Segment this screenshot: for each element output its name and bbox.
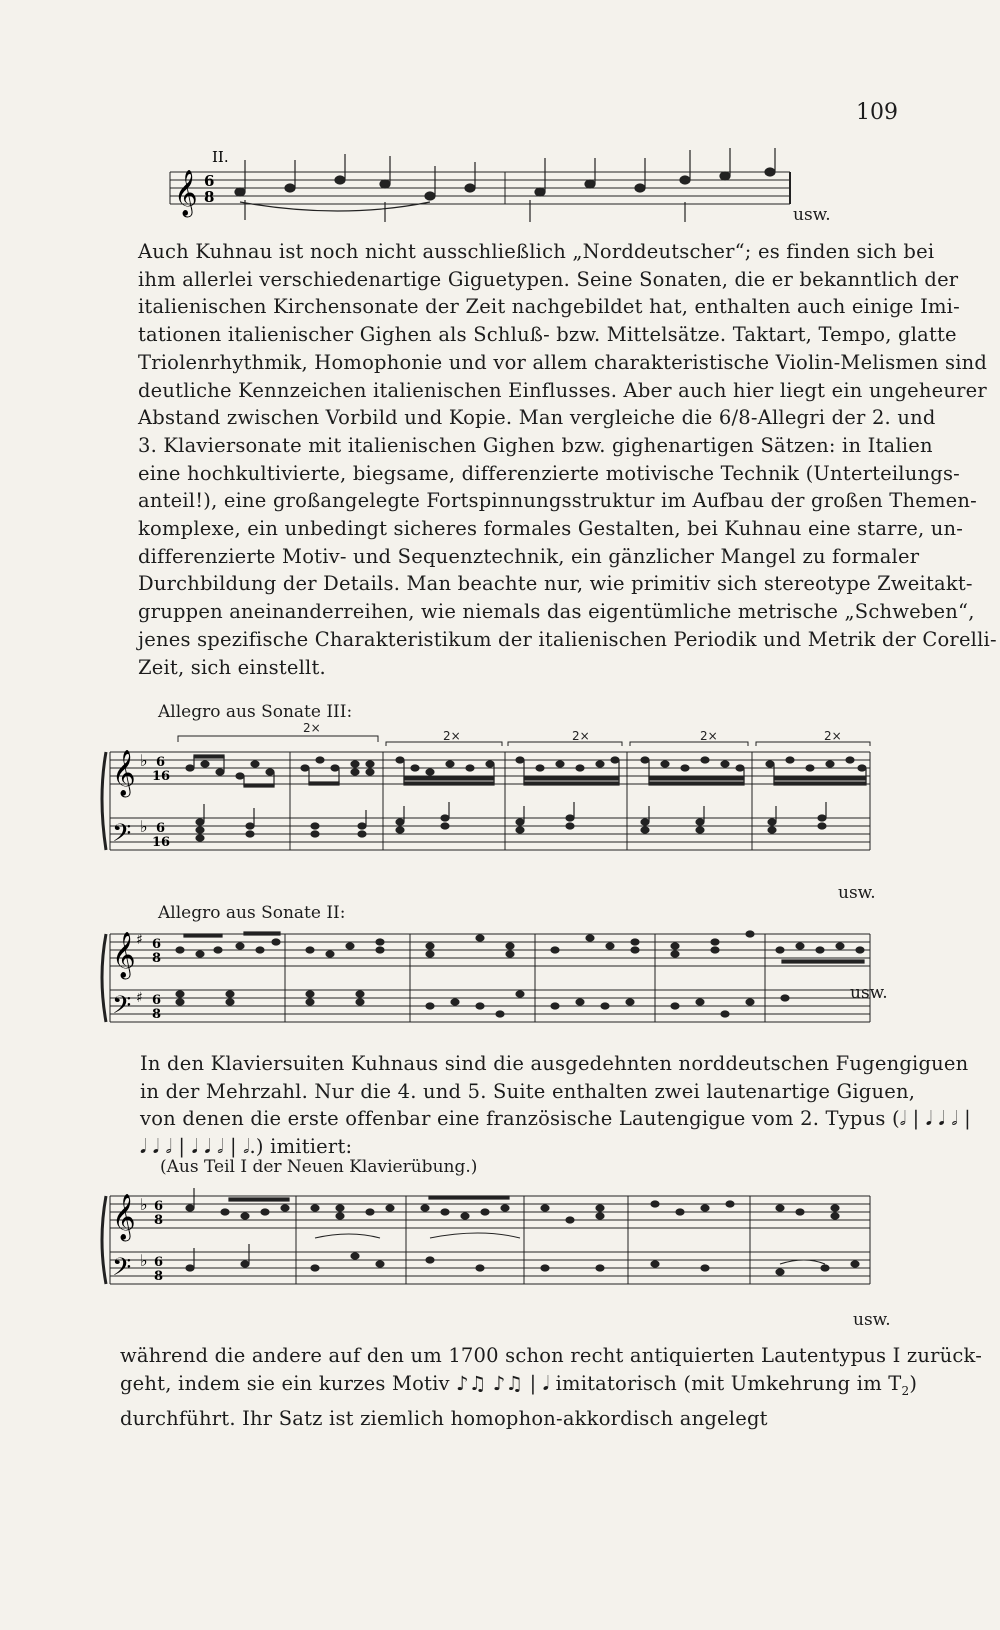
time-sig-top: 6 xyxy=(154,1255,164,1270)
time-sig-bottom: 8 xyxy=(152,951,162,966)
text-line: komplexe, ein unbedingt sicheres formales Gestalten, bei Kuhnau eine starre, un- xyxy=(138,517,964,541)
time-sig-bottom: 8 xyxy=(154,1269,164,1284)
text-fragment: ) xyxy=(909,1371,918,1395)
treble-clef: 𝄞 xyxy=(112,932,136,978)
flat-sign: ♭ xyxy=(140,1195,148,1214)
repeat-mark: 2× xyxy=(824,729,842,743)
subscript: 2 xyxy=(901,1383,910,1398)
repeat-mark: 2× xyxy=(443,729,461,743)
text-line xyxy=(140,1105,971,1133)
text-line: ihm allerlei verschiedenartige Giguetypen. Seine Sonaten, die er bekanntlich der xyxy=(138,267,959,291)
text-line: anteil!), eine großangelegte Fortspinnungsstruktur im Aufbau der großen Themen- xyxy=(138,489,977,513)
sharp-sign: ♯ xyxy=(136,990,143,1006)
flat-sign: ♭ xyxy=(140,817,148,836)
text-line: gruppen aneinanderreihen, wie niemals das eigentümliche metrische „Schweben“, xyxy=(138,600,975,624)
bass-clef: 𝄢 xyxy=(112,1253,132,1288)
example-3-caption: Allegro aus Sonate II: xyxy=(158,903,346,923)
text-line: Zeit, sich einstellt. xyxy=(138,655,326,679)
text-fragment: imitiert: xyxy=(270,1135,353,1159)
page-number: 109 xyxy=(856,100,898,125)
time-sig-bottom: 8 xyxy=(204,188,215,206)
repeat-mark: 2× xyxy=(572,729,590,743)
text-line: in der Mehrzahl. Nur die 4. und 5. Suite enthalten zwei lautenartige Giguen, xyxy=(140,1079,916,1103)
repeat-mark: 2× xyxy=(303,721,321,735)
treble-clef: 𝄞 xyxy=(112,1194,136,1240)
example-label: II. xyxy=(212,148,229,166)
time-sig-top: 6 xyxy=(152,937,162,952)
text-line: Triolenrhythmik, Homophonie und vor allem charakteristische Violin-Melismen sind xyxy=(138,350,988,374)
usw-label-3: usw. xyxy=(850,983,888,1003)
music-example-4 xyxy=(100,1178,910,1298)
text-line: tationen italienischer Gighen als Schluß- bzw. Mittelsätze. Taktart, Tempo, glatte xyxy=(138,323,957,347)
text-fragment: von denen die erste offenbar eine französische Lautengigue vom 2. Typus ( xyxy=(140,1107,900,1131)
text-line: Abstand zwischen Vorbild und Kopie. Man vergleiche die 6/8-Allegri der 2. und xyxy=(138,406,936,430)
bass-notes xyxy=(176,991,789,1017)
time-sig-top: 6 xyxy=(152,993,162,1008)
time-sig-top: 6 xyxy=(156,821,166,836)
time-sig-top: 6 xyxy=(154,1199,164,1214)
text-fragment: imitatorisch (mit Umkehrung im T xyxy=(555,1371,902,1395)
paragraph-1 xyxy=(138,238,997,681)
staff-example-1 xyxy=(160,140,840,230)
text-line: 3. Klaviersonate mit italienischen Gighen bzw. gighenartigen Sätzen: in Italien xyxy=(138,433,933,457)
time-sig-top: 6 xyxy=(156,755,166,770)
music-example-2 xyxy=(100,722,910,882)
text-line: jenes spezifische Charakteristikum der italienischen Periodik und Metrik der Corelli- xyxy=(138,627,997,651)
usw-label-2: usw. xyxy=(838,883,876,903)
time-sig-top: 6 xyxy=(204,172,215,190)
paragraph-2 xyxy=(140,1050,971,1161)
grand-staff-example-2 xyxy=(100,722,910,882)
text-line: durchführt. Ihr Satz ist ziemlich homophon-akkordisch angelegt xyxy=(120,1407,768,1431)
text-line: Durchbildung der Details. Man beachte nur, wie primitiv sich stereotype Zweitakt- xyxy=(138,572,973,596)
treble-clef: 𝄞 xyxy=(112,750,136,796)
bass-clef: 𝄢 xyxy=(112,991,132,1026)
bass-clef: 𝄢 xyxy=(112,819,132,854)
usw-label-1: usw. xyxy=(793,205,831,225)
text-line: während die andere auf den um 1700 schon recht antiquierten Lautentypus I zurück- xyxy=(120,1344,983,1367)
rhythm-notation-lute-continued: 𝅘𝅥 𝅘𝅥 𝅗𝅥 | 𝅘𝅥 𝅘𝅥 𝅗𝅥 | 𝅗𝅥.) xyxy=(140,1135,271,1159)
example-2-caption: Allegro aus Sonate III: xyxy=(158,702,353,722)
text-line: deutliche Kennzeichen italienischen Einflusses. Aber auch hier liegt ein ungeheurer xyxy=(138,378,987,402)
sharp-sign: ♯ xyxy=(136,932,143,948)
text-fragment: geht, indem sie ein kurzes Motiv xyxy=(120,1371,450,1395)
time-sig-bottom: 16 xyxy=(152,835,171,850)
rhythm-notation-motif: ♪♫ ♪♫ | 𝅘𝅥 xyxy=(456,1371,556,1395)
time-sig-bottom: 8 xyxy=(152,1007,162,1022)
music-example-1 xyxy=(160,140,840,230)
flat-sign: ♭ xyxy=(140,751,148,770)
treble-clef: 𝄞 xyxy=(174,170,198,216)
text-line: italienischen Kirchensonate der Zeit nachgebildet hat, enthalten auch einige Imi- xyxy=(138,295,960,319)
flat-sign: ♭ xyxy=(140,1251,148,1270)
grand-staff-example-4 xyxy=(100,1178,910,1298)
text-line: eine hochkultivierte, biegsame, differenzierte motivische Technik (Unterteilungs- xyxy=(138,461,960,485)
text-line xyxy=(120,1370,918,1406)
time-sig-bottom: 8 xyxy=(154,1213,164,1228)
text-line: Auch Kuhnau ist noch nicht ausschließlich „Norddeutscher“; es finden sich bei xyxy=(138,240,935,263)
repeat-mark: 2× xyxy=(700,729,718,743)
time-sig-bottom: 16 xyxy=(152,769,171,784)
paragraph-3 xyxy=(120,1342,983,1433)
treble-notes xyxy=(186,1188,839,1223)
rhythm-notation-lute: 𝅗𝅥 | 𝅘𝅥 𝅘𝅥 𝅗𝅥 | xyxy=(899,1107,971,1131)
example-4-caption: (Aus Teil I der Neuen Klavierübung.) xyxy=(160,1157,478,1177)
grand-staff-example-3 xyxy=(100,922,910,1037)
music-example-3 xyxy=(100,922,910,1037)
text-line: differenzierte Motiv- und Sequenztechnik, ein gänzlicher Mangel zu formaler xyxy=(138,544,920,568)
text-line: In den Klaviersuiten Kuhnaus sind die ausgedehnten norddeutschen Fugengiguen xyxy=(140,1052,969,1075)
usw-label-4: usw. xyxy=(853,1310,891,1330)
